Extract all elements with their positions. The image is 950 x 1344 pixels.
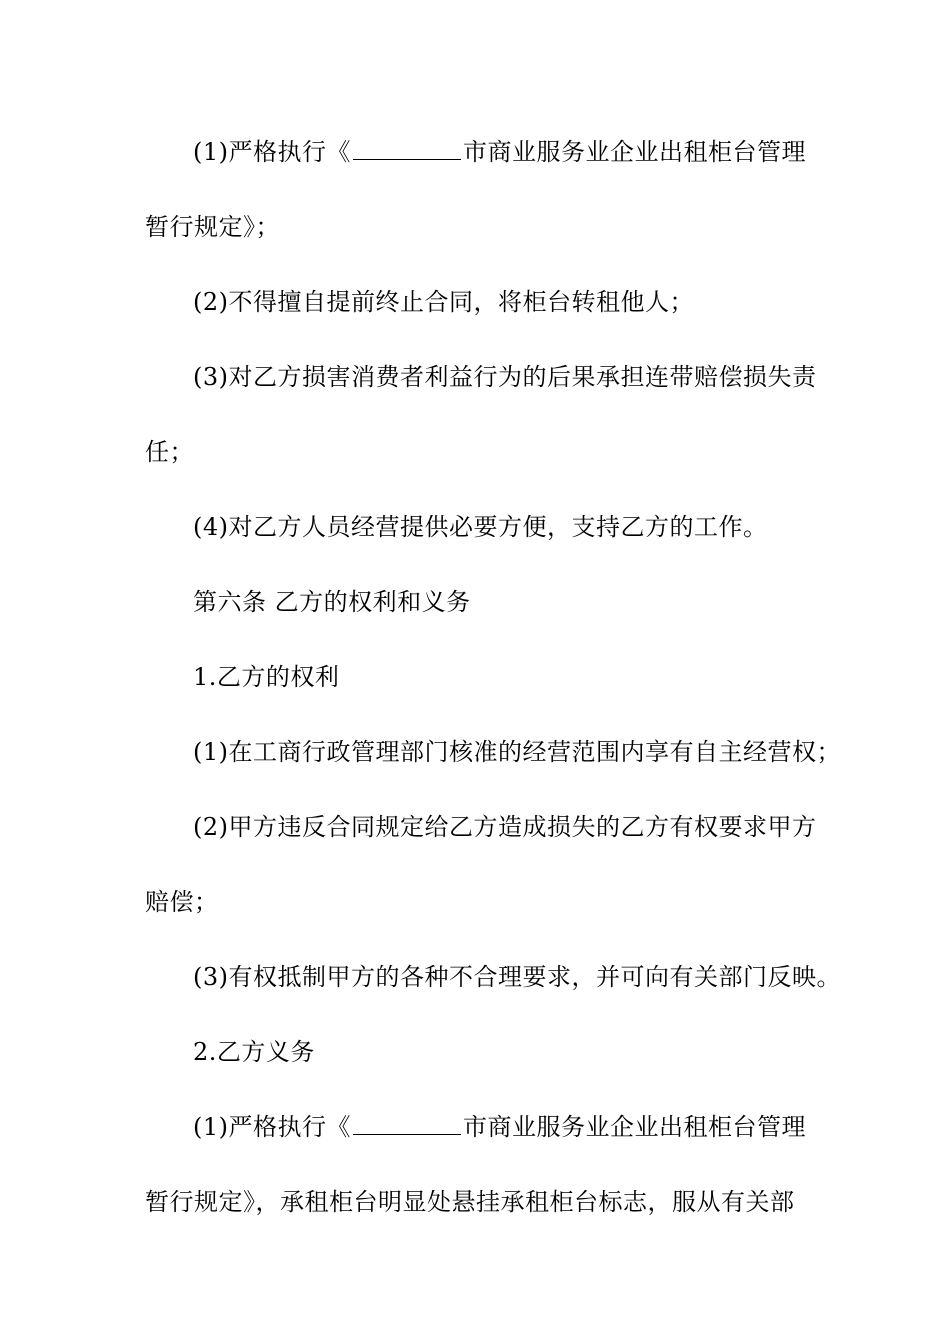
line-text-prefix: (1)严格执行《: [193, 1113, 351, 1141]
line-text-suffix: 市商业服务业企业出租柜台管理: [463, 1113, 806, 1141]
paragraph-line: (2)不得擅自提前终止合同，将柜台转租他人；: [193, 288, 694, 316]
subsection-heading: 1.乙方的权利: [193, 663, 340, 691]
paragraph-line: [193, 1111, 893, 1143]
paragraph-line: (2)甲方违反合同规定给乙方造成损失的乙方有权要求甲方: [193, 813, 817, 841]
paragraph-line: [193, 136, 893, 168]
line-text-prefix: (1)严格执行《: [193, 138, 351, 166]
paragraph-line: (3)对乙方损害消费者利益行为的后果承担连带赔偿损失责: [193, 363, 817, 391]
paragraph-line: 暂行规定》；: [145, 213, 280, 241]
line-text-suffix: 市商业服务业企业出租柜台管理: [463, 138, 806, 166]
subsection-heading: 2.乙方义务: [193, 1038, 315, 1066]
paragraph-line: (1)在工商行政管理部门核准的经营范围内享有自主经营权；: [193, 738, 841, 766]
section-heading: 第六条 乙方的权利和义务: [193, 588, 471, 616]
paragraph-line: 任；: [145, 438, 194, 466]
paragraph-line: (3)有权抵制甲方的各种不合理要求，并可向有关部门反映。: [193, 963, 841, 991]
paragraph-line: (4)对乙方人员经营提供必要方便，支持乙方的工作。: [193, 513, 768, 541]
fill-in-blank: [353, 1114, 461, 1135]
fill-in-blank: [353, 139, 461, 160]
paragraph-line: 暂行规定》，承租柜台明显处悬挂承租柜台标志，服从有关部: [145, 1188, 795, 1216]
paragraph-line: 赔偿；: [145, 888, 219, 916]
